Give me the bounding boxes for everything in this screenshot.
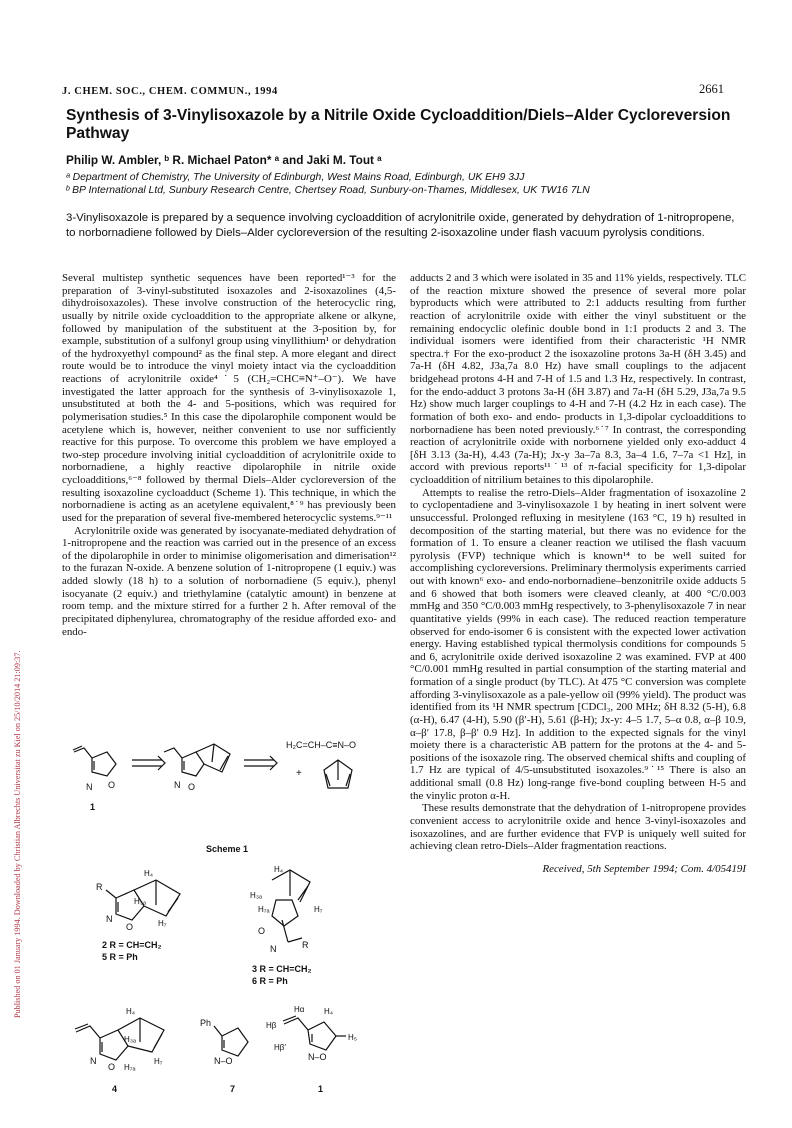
proton-label: H₃ₐ [124, 1035, 137, 1044]
atom-label: N [174, 780, 181, 790]
scheme-figure [62, 730, 392, 1110]
atom-label: N–O [308, 1052, 327, 1062]
compound-label: 3 R = CH=CH₂ [252, 964, 312, 974]
affiliation-b: ᵇ BP International Ltd, Sunbury Research Centre, Chertsey Road, Sunbury-on-Thames, Middlesex, UK TW16 7LN [66, 185, 590, 196]
retro-arrow [132, 756, 165, 770]
author-list: Philip W. Ambler, ᵇ R. Michael Paton* ᵃ and Jaki M. Tout ᵃ [66, 153, 382, 167]
paragraph: adducts 2 and 3 which were isolated in 35 and 11% yields, respectively. TLC of the reaction mixture showed the presence of several more polar byproducts which were attributed to 2:1 adducts resulting from further reaction of acrylonitrile oxide with either the vinyl substituent or the remaining endocyclic olefinic double bond in 1:1 products 2 and 3. The individual isomers were identified from their characteristic ¹H NMR spectra.† For the exo-product 2 the isoxazoline protons 3a-H (δH 3.45) and 7a-H (δH 4.82, J3a,7a 8.0 Hz) have small couplings to the adjacent bridgehead protons 4-H and 7-H of 1.5 and 1.3 Hz, respectively. In contrast, for the endo-adduct 3 protons 3a-H (δH 3.87) and 7a-H (δH 5.29, J3a,7a 9.5 Hz) show much larger couplings to 4-H and 7-H (4.2 Hz in each case). The formation of both exo- and endo- products in 1,3-dipolar cycloadditions to norbornadiene has been noted previously.⁶˙⁷ In contrast, the corresponding reaction of acrylonitrile oxide with norbornene yielded only exo-adduct 4 [δH 3.13 (3a-H), 4.43 (7a-H); Jx-y 3a–7a 8.3, 3a–4 1.6, 7–7a <1 Hz], in accord with previous reports¹¹˙¹³ of π-facial specificity for 1,3-dipolar cycloaddition of nitrilium betaines to this dipolarophile. [410, 272, 746, 486]
abstract: 3-Vinylisoxazole is prepared by a sequence involving cycloaddition of acrylonitrile oxide, generated by dehydration of 1-nitropropene, to norbornadiene followed by Diels–Alder cycloreversion of the resulting 2-isoxazoline under flash vacuum pyrolysis conditions. [66, 212, 735, 240]
paragraph: Attempts to realise the retro-Diels–Alder fragmentation of isoxazoline 2 to cyclopentadiene and 3-vinylisoxazole 1 by heating in inert solvent were unsuccessful. Prolonged refluxing in mesitylene (163 °C, 19 h) resulted in decomposition of the starting material, but there was no evidence for the formation of 1. To ensure a cleaner reaction we utilised the flash vacuum pyrolysis (FVP) technique which is known¹⁴ to be well suited for accomplishing cycloreversions. Preliminary thermolysis experiments carried out with known⁶ exo- and endo-norbornadiene–benzonitrile oxide adducts 5 and 6 showed that both isomers were cleaved cleanly, at 400 °C/0.003 mmHg and 350 °C/0.003 mmHg respectively, to 3-phenylisoxazole 7 in near quantitative yields (99% in each case). The reduced reaction temperature observed for endo-isomer 6 is consistent with the expected lower activation energy. Having established typical thermolysis conditions for compounds 5 and 6, acrylonitrile oxide derived isoxazoline 2 was examined. FVP at 400 °C/0.001 mmHg resulted in partial consumption of the starting material and formation of a single product (by TLC). At 475 °C conversion was complete affording 3-vinylisoxazole as a pale-yellow oil (99% yield). The product was identified from its ¹H NMR spectrum [CDCl₃, 200 MHz; δH 8.32 (5-H), 6.8 (α-H), 6.47 (4-H), 5.90 (β′-H), 5.61 (β-H); Jx-y: 4–5 1.7, 5–α 0.8, α–β 10.9, α–β′ 17.8, β–β′ 0.9 Hz]. In addition to the expected signals for the vinyl moiety there is a characteristic AB pattern for the protons at the 4- and 5-positions of the isoxazole ring. The observed chemical shifts and coupling of 1.7 Hz are typical of 4/5-unsubstituted isoxazoles.⁹˙¹⁵ There is also an additional small (0.8 Hz) long-range five-bond coupling between H-5 and the vinylic proton α-H. [410, 486, 746, 802]
atom-label: R [96, 882, 103, 892]
compound-number: 1 [90, 802, 96, 812]
atom-label: N–O [214, 1056, 233, 1066]
structure-3-6 [250, 865, 323, 986]
proton-label: Hα [294, 1005, 305, 1014]
proton-label: H₇ [158, 919, 167, 928]
journal-header: J. CHEM. SOC., CHEM. COMMUN., 1994 [62, 86, 278, 97]
structure-4 [75, 1007, 164, 1094]
paragraph: Acrylonitrile oxide was generated by isocyanate-mediated dehydration of 1-nitropropene and the reaction was carried out in the presence of an excess of the dipolarophile in order to minimise oligomerisation and dimerisation¹² to the furazan N-oxide. A benzene solution of 1-nitropropene (1 equiv.) was added slowly (18 h) to a solution of norbornadiene (5 equiv.), phenyl isocyanate (2 equiv.) and triethylamine (catalytic amount) in benzene at room temp. and the mixture stirred for a further 2 h. After removal of the precipitated diphenylurea, chromatography of the residue afforded exo- and endo- [62, 524, 396, 638]
atom-label: O [258, 926, 266, 936]
atom-label: N [270, 944, 277, 954]
structure-1-labelled [266, 1005, 357, 1094]
proton-label: H₇ [154, 1057, 163, 1066]
compound-label: 2 R = CH=CH₂ [102, 940, 162, 950]
structure-norbornadiene [324, 760, 352, 788]
atom-label: O [126, 922, 134, 932]
acrylonitrile-oxide-formula: H₂C=CH–C≡N–O [286, 740, 357, 750]
scheme-caption: Scheme 1 [206, 844, 249, 854]
structure-cycloadduct [164, 744, 230, 792]
page-number: 2661 [699, 82, 724, 96]
atom-label: O [108, 1062, 116, 1072]
atom-label: R [302, 940, 309, 950]
proton-label: Hβ′ [274, 1043, 286, 1052]
received-line: Received, 5th September 1994; Com. 4/05419I [542, 862, 746, 875]
atom-label: N [106, 914, 113, 924]
retro-arrow [244, 756, 277, 770]
atom-label: O [188, 782, 196, 792]
proton-label: H₇ [314, 905, 323, 914]
proton-label: H₄ [324, 1007, 334, 1016]
proton-label: H₇ₐ [124, 1063, 136, 1072]
proton-label: H₃ₐ [250, 891, 263, 900]
compound-number: 4 [112, 1084, 118, 1094]
paragraph: These results demonstrate that the dehydration of 1-nitropropene provides convenient access to acrylonitrile oxide and hence 3-vinyl-isoxazoles and isoxazolines, and are further evidence that FVP is uniquely well suited for achieving clean retro-Diels–Alder fragmentation reactions. [410, 802, 746, 853]
compound-label: 6 R = Ph [252, 976, 288, 986]
plus-sign: + [296, 768, 302, 779]
article-title: Synthesis of 3-Vinylisoxazole by a Nitrile Oxide Cycloaddition/Diels–Alder Cycloreversion Pathway [66, 107, 731, 142]
left-column [62, 272, 396, 638]
affiliation-a: ᵃ Department of Chemistry, The University of Edinburgh, West Mains Road, Edinburgh, UK EH9 3JJ [66, 172, 525, 183]
atom-label: N [90, 1056, 97, 1066]
atom-label: N [86, 782, 93, 792]
proton-label: Hβ [266, 1021, 277, 1030]
structure-1 [73, 746, 116, 812]
download-watermark [2, 148, 22, 1018]
compound-label: 5 R = Ph [102, 952, 138, 962]
scheme-structures [62, 730, 392, 1110]
proton-label: H₇ₐ [258, 905, 270, 914]
atom-label: Ph [200, 1018, 212, 1028]
compound-number: 1 [318, 1084, 324, 1094]
atom-label: O [108, 780, 116, 790]
compound-number: 7 [230, 1084, 236, 1094]
download-note: Published on 01 January 1994. Downloaded by Christian Albrechts Universitat zu Kiel on 25/10/2014 21:09:37. [13, 650, 22, 1018]
proton-label: H₄ [126, 1007, 136, 1016]
proton-label: H₃ₐ [134, 897, 147, 906]
structure-7 [200, 1018, 248, 1094]
structure-2-5 [96, 869, 180, 962]
paragraph: Several multistep synthetic sequences have been reported¹⁻³ for the preparation of 3-vinyl-substituted isoxazoles and 2-isoxazolines (4,5-dihydroisoxazoles). These involve construction of the heterocyclic ring, usually by nitrile oxide cycloaddition to the appropriate alkene or alkyne, followed by manipulation of the substituent at the 3-position by, for example, substitution of a sulfonyl group using vinyllithium¹ or dehydration of the hydroxyethyl compound² as the final step. A more elegant and direct route would be to introduce the vinyl moiety intact via the cycloaddition reactions of acrylonitrile oxide⁴˙5 (CH₂=CHC≡N⁺–O⁻). We have investigated the latter approach for the synthesis of 3-vinylisoxazole 1, unsubstituted at both the 4- and 5-positions, which was required for polymerisation studies.⁵ In this case the dipolarophile component would be acetylene which is, however, neither convenient to use nor sufficiently reactive for this purpose. To overcome this problem we have employed a two-step procedure involving initial cycloaddition of acrylonitrile oxide to norbornadiene, a highly reactive dipolarophile in nitrile oxide cycloadditions,⁶⁻⁸ followed by thermal Diels–Alder cycloreversion of the resulting isoxazoline cycloadduct (Scheme 1). This technique, in which the norbornadiene is acting as an acetylene equivalent,⁸˙⁹ has previously been used for the preparation of several five-membered heterocyclic systems.⁹⁻¹¹ [62, 272, 396, 524]
proton-label: H₄ [274, 865, 284, 874]
right-column [410, 272, 746, 875]
proton-label: H₄ [144, 869, 154, 878]
proton-label: H₅ [348, 1033, 357, 1042]
